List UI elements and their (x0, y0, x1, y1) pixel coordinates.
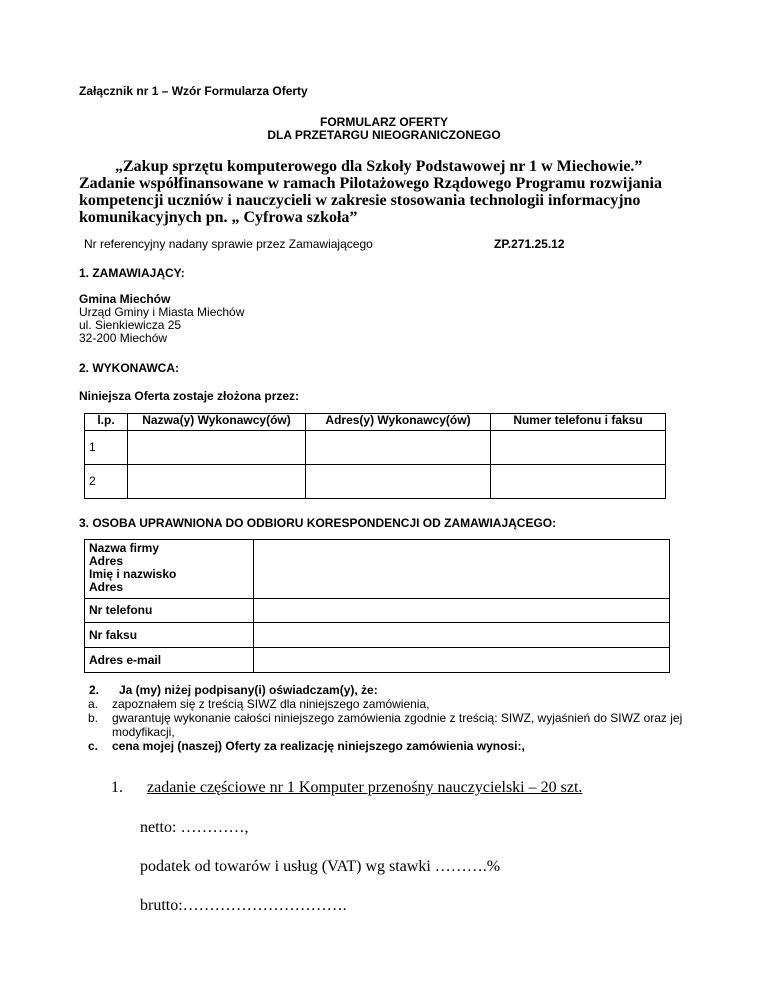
label-phone: Nr telefonu (85, 599, 254, 623)
row-number: 2 (85, 465, 128, 499)
correspondence-table (84, 539, 670, 673)
ordering-party-name: Gmina Miechów (79, 292, 171, 306)
name-cell[interactable] (128, 465, 306, 499)
list-item (84, 711, 724, 739)
project-title-line4: komunikacyjnych pn. „ Cyfrowa szkoła” (79, 209, 358, 226)
phone-value-cell[interactable] (254, 599, 670, 623)
project-title-line3: kompetencji uczniów i nauczycieli w zakresie stosowania technologii informacyjno (79, 192, 641, 209)
price-item (111, 779, 582, 797)
vat-line[interactable]: podatek od towarów i usług (VAT) wg stawki ……….% (140, 858, 501, 875)
table-row (85, 431, 666, 465)
section3-heading: 3. OSOBA UPRAWNIONA DO ODBIORU KORESPONDENCJI OD ZAMAWIAJĄCEGO: (79, 516, 557, 530)
brutto-line[interactable]: brutto:…………………………. (140, 897, 347, 914)
address-cell[interactable] (306, 465, 491, 499)
reference-value: ZP.271.25.12 (494, 237, 565, 251)
list-marker: b. (88, 711, 99, 725)
section2-heading: 2. WYKONAWCA: (79, 361, 179, 375)
list-item (84, 739, 724, 753)
label-address: Adres (89, 554, 124, 568)
annex-title: Załącznik nr 1 – Wzór Formularza Oferty (79, 84, 308, 98)
price-item-number: 1. (111, 779, 123, 796)
address-cell[interactable] (306, 431, 491, 465)
table-row (85, 465, 666, 499)
project-title-line2: Zadanie współfinansowane w ramach Pilotażowego Rządowego Programu rozwijania (79, 175, 662, 192)
group-label-cell (85, 540, 254, 599)
name-cell[interactable] (128, 431, 306, 465)
project-title (79, 158, 699, 226)
email-value-cell[interactable] (254, 648, 670, 673)
address-line: Urząd Gminy i Miasta Miechów (79, 305, 245, 319)
table-row (85, 623, 670, 648)
list-item-text: gwarantuję wykonanie całości niniejszego zamówienia zgodnie z treścią: SIWZ, wyjaśnień do SIWZ oraz jej modyfikacji, (112, 711, 683, 739)
list-item-text: zapoznałem się z treścią SIWZ dla niniejszego zamówienia, (112, 697, 430, 711)
declaration-number: 2. (89, 683, 100, 697)
form-title: FORMULARZ OFERTY (320, 115, 448, 129)
table-header-row (85, 414, 666, 431)
form-subtitle: DLA PRZETARGU NIEOGRANICZONEGO (267, 128, 501, 142)
project-title-line1: „Zakup sprzętu komputerowego dla Szkoły Podstawowej nr 1 w Miechowie.” (115, 158, 643, 175)
label-fax: Nr faksu (85, 623, 254, 648)
list-item-text: cena mojej (naszej) Oferty za realizację niniejszego zamówienia wynosi:, (112, 739, 525, 753)
address-line: ul. Sienkiewicza 25 (79, 318, 182, 332)
column-header-lp: l.p. (85, 414, 128, 431)
column-header-phone: Numer telefonu i faksu (491, 414, 666, 431)
phone-cell[interactable] (491, 431, 666, 465)
table-row (85, 648, 670, 673)
netto-line[interactable]: netto: …………, (140, 819, 249, 836)
row-number: 1 (85, 431, 128, 465)
column-header-name: Nazwa(y) Wykonawcy(ów) (128, 414, 306, 431)
column-header-address: Adres(y) Wykonawcy(ów) (306, 414, 491, 431)
list-marker: c. (88, 739, 99, 753)
ordering-party-address (79, 293, 244, 345)
price-item-title: zadanie częściowe nr 1 Komputer przenośny nauczycielski – 20 szt. (147, 779, 583, 796)
label-address: Adres (89, 580, 124, 594)
fax-value-cell[interactable] (254, 623, 670, 648)
list-marker: a. (88, 697, 99, 711)
address-line: 32-200 Miechów (79, 331, 168, 345)
declaration-heading-text: Ja (my) niżej podpisany(i) oświadczam(y), że: (119, 683, 378, 697)
label-company-name: Nazwa firmy (89, 541, 160, 555)
table-row (85, 540, 670, 599)
list-item (84, 697, 724, 711)
label-email: Adres e-mail (85, 648, 254, 673)
table-row (85, 599, 670, 623)
reference-label: Nr referencyjny nadany sprawie przez Zamawiającego (84, 237, 373, 251)
declaration-list (84, 697, 724, 753)
declaration-heading (89, 683, 378, 697)
group-value-cell[interactable] (254, 540, 670, 599)
label-full-name: Imię i nazwisko (89, 567, 177, 581)
section1-heading: 1. ZAMAWIAJĄCY: (79, 266, 185, 280)
phone-cell[interactable] (491, 465, 666, 499)
contractor-table (84, 413, 666, 499)
section2-subheading: Niniejsza Oferta zostaje złożona przez: (79, 389, 300, 403)
